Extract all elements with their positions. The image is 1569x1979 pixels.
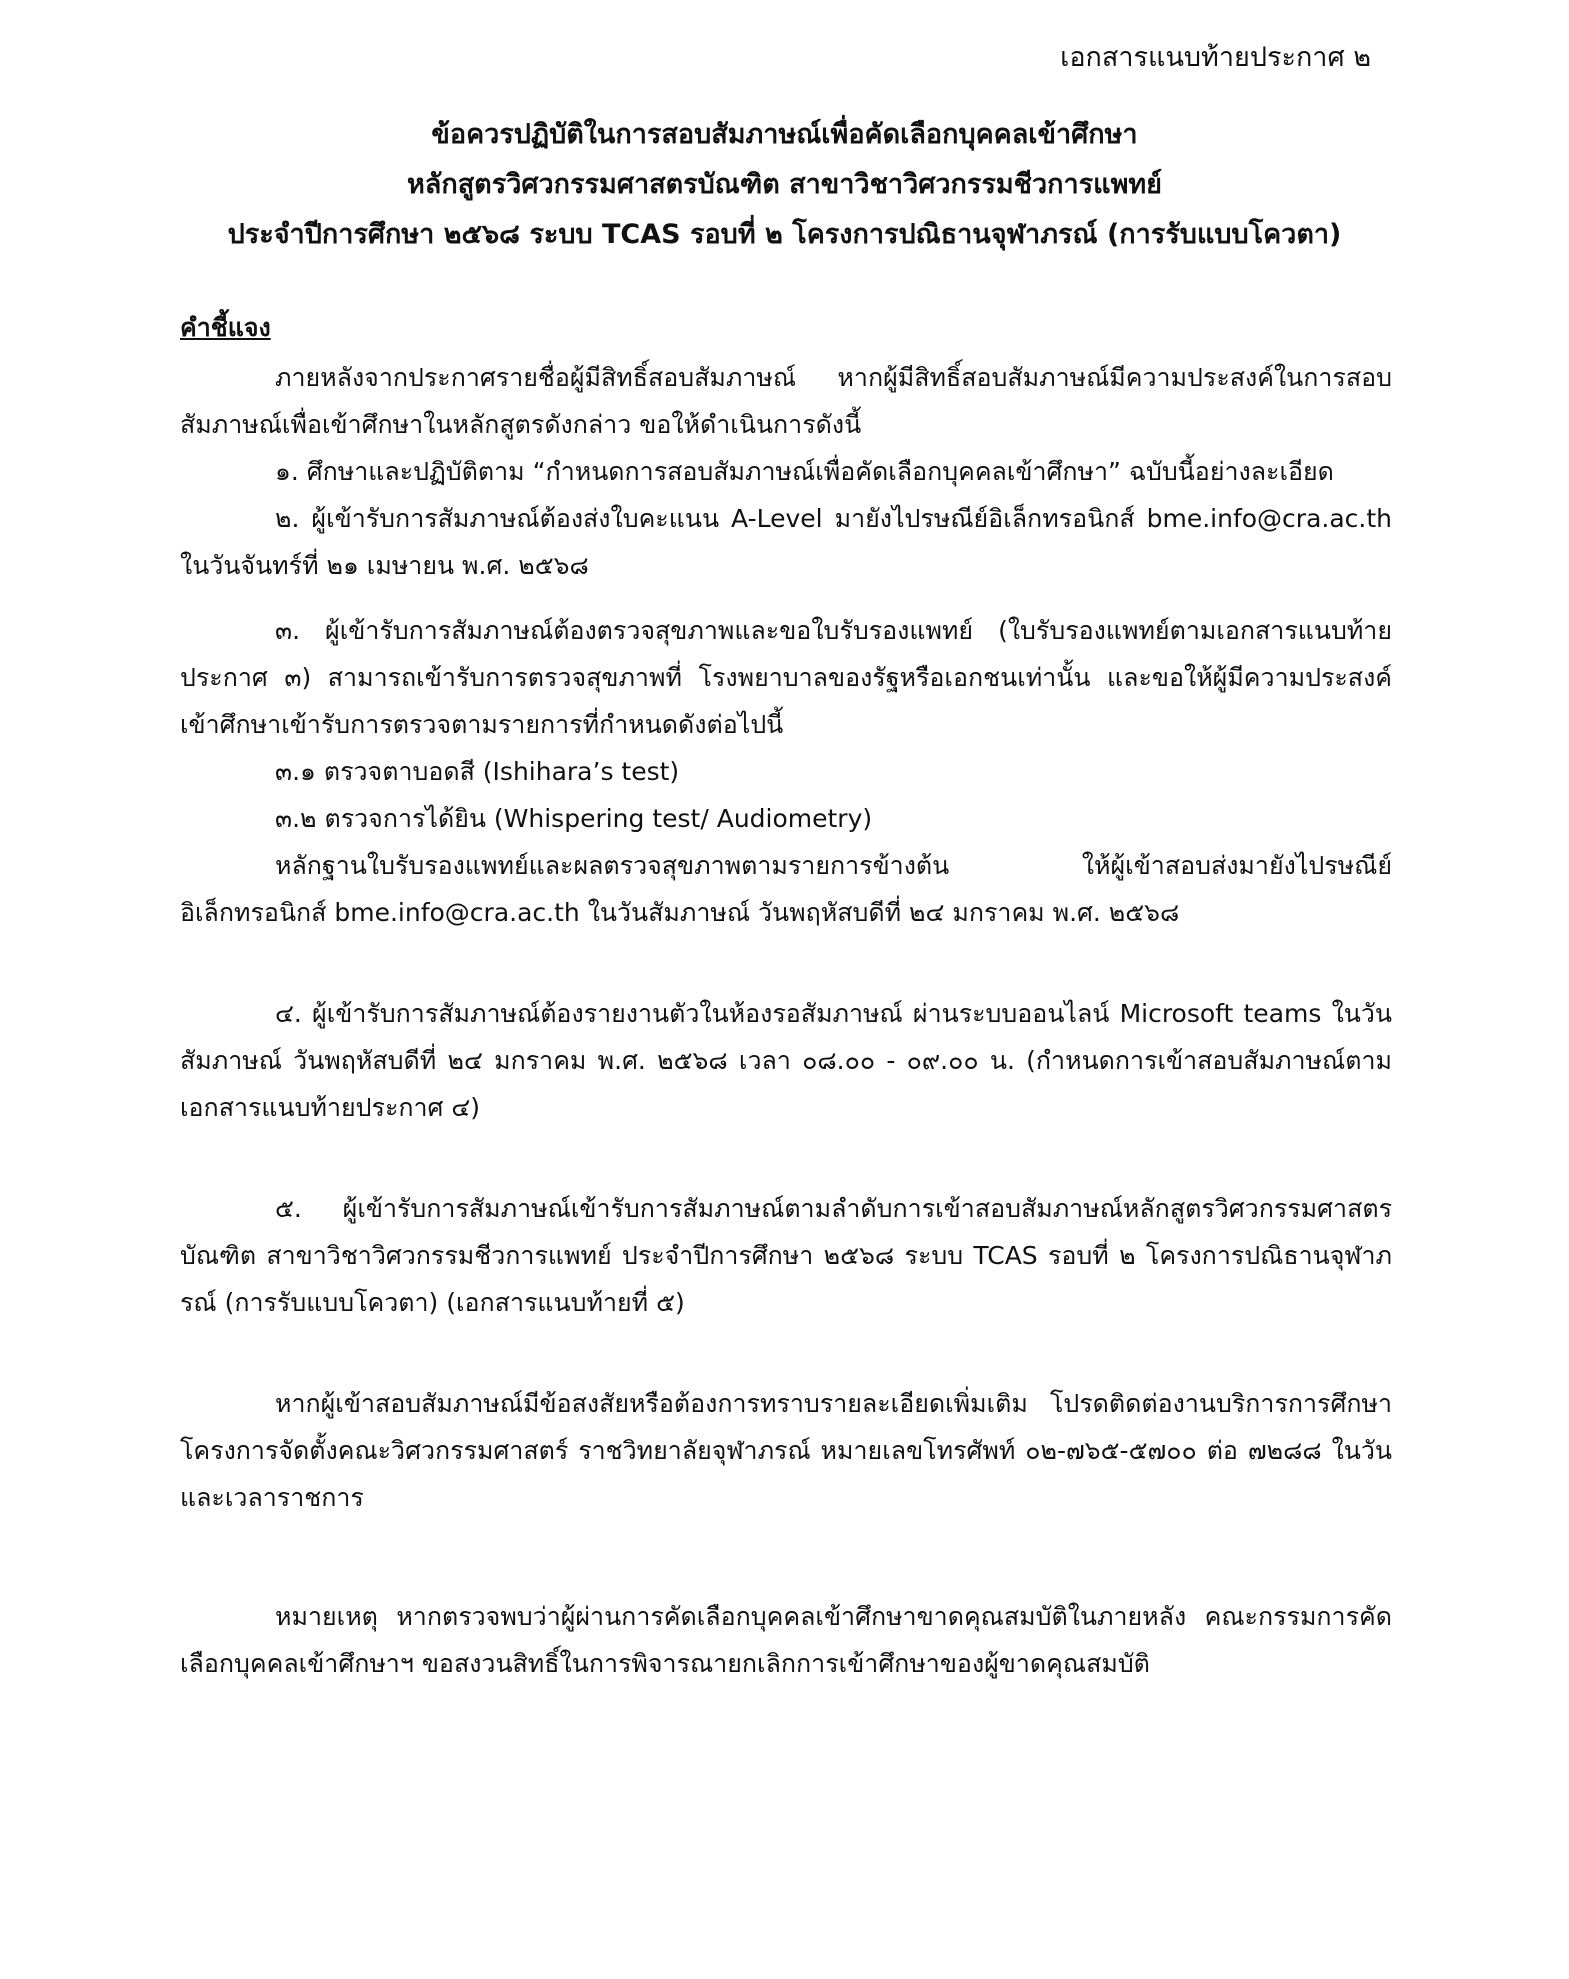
item-5: ๕. ผู้เข้ารับการสัมภาษณ์เข้ารับการสัมภาษณ์ตามลำดับการเข้าสอบสัมภาษณ์หลักสูตรวิศวกรรมศาสตรบัณฑิต สาขาวิชาวิศวกรรมชีวการแพทย์ ประจำปีการศึกษา ๒๕๖๘ ระบบ TCAS รอบที่ ๒ โครงการปณิธานจุฬาภรณ์ (การรับแบบโควตา) (เอกสารแนบท้ายที่ ๕) (180, 1194, 1392, 1317)
item-4: ๔. ผู้เข้ารับการสัมภาษณ์ต้องรายงานตัวในห้องรอสัมภาษณ์ ผ่านระบบออนไลน์ Microsoft teams ในวันสัมภาษณ์ วันพฤหัสบดีที่ ๒๔ มกราคม พ.ศ. ๒๕๖๘ เวลา ๐๘.๐๐ - ๐๙.๐๐ น. (กำหนดการเข้าสอบสัมภาษณ์ตามเอกสารแนบท้ายประกาศ ๔) (180, 999, 1392, 1122)
section-heading: คำชี้แจง (180, 313, 271, 342)
document-title (0, 110, 1569, 260)
document-body (180, 306, 1392, 1687)
contact-paragraph: หากผู้เข้าสอบสัมภาษณ์มีข้อสงสัยหรือต้องการทราบรายละเอียดเพิ่มเติม โปรดติดต่องานบริการการศึกษา โครงการจัดตั้งคณะวิศวกรรมศาสตร์ ราชวิทยาลัยจุฬาภรณ์ หมายเลขโทรศัพท์ ๐๒-๗๖๕-๕๗๐๐ ต่อ ๗๒๘๘ ในวันและเวลาราชการ (180, 1389, 1392, 1512)
item-2: ๒. ผู้เข้ารับการสัมภาษณ์ต้องส่งใบคะแนน A-Level มายังไปรษณีย์อิเล็กทรอนิกส์ bme.info@cra.ac.th ในวันจันทร์ที่ ๒๑ เมษายน พ.ศ. ๒๕๖๘ (180, 504, 1392, 580)
title-line-3: ประจำปีการศึกษา ๒๕๖๘ ระบบ TCAS รอบที่ ๒ โครงการปณิธานจุฬาภรณ์ (การรับแบบโควตา) (227, 219, 1342, 250)
title-line-1: ข้อควรปฏิบัติในการสอบสัมภาษณ์เพื่อคัดเลือกบุคคลเข้าศึกษา (431, 119, 1138, 150)
document-label: เอกสารแนบท้ายประกาศ ๒ (1060, 42, 1371, 73)
intro-paragraph: ภายหลังจากประกาศรายชื่อผู้มีสิทธิ์สอบสัมภาษณ์ หากผู้มีสิทธิ์สอบสัมภาษณ์มีความประสงค์ในการสอบสัมภาษณ์เพื่อเข้าศึกษาในหลักสูตรดังกล่าว ขอให้ดำเนินการดังนี้ (180, 363, 1392, 439)
item-3: ๓. ผู้เข้ารับการสัมภาษณ์ต้องตรวจสุขภาพและขอใบรับรองแพทย์ (ใบรับรองแพทย์ตามเอกสารแนบท้ายประกาศ ๓) สามารถเข้ารับการตรวจสุขภาพที่ โรงพยาบาลของรัฐหรือเอกชนเท่านั้น และขอให้ผู้มีความประสงค์เข้าศึกษาเข้ารับการตรวจตามรายการที่กำหนดดังต่อไปนี้ (180, 616, 1392, 739)
item-3-1: ๓.๑ ตรวจตาบอดสี (Ishihara’s test) (275, 757, 680, 786)
item-3-2: ๓.๒ ตรวจการได้ยิน (Whispering test/ Audiometry) (275, 804, 873, 833)
item-3-evidence: หลักฐานใบรับรองแพทย์และผลตรวจสุขภาพตามรายการข้างต้น ให้ผู้เข้าสอบส่งมายังไปรษณีย์อิเล็กทรอนิกส์ bme.info@cra.ac.th ในวันสัมภาษณ์ วันพฤหัสบดีที่ ๒๔ มกราคม พ.ศ. ๒๕๖๘ (180, 851, 1392, 927)
note-paragraph: หมายเหตุ หากตรวจพบว่าผู้ผ่านการคัดเลือกบุคคลเข้าศึกษาขาดคุณสมบัติในภายหลัง คณะกรรมการคัดเลือกบุคคลเข้าศึกษาฯ ขอสงวนสิทธิ์ในการพิจารณายกเลิกการเข้าศึกษาของผู้ขาดคุณสมบัติ (180, 1602, 1392, 1678)
title-line-2: หลักสูตรวิศวกรรมศาสตรบัณฑิต สาขาวิชาวิศวกรรมชีวการแพทย์ (407, 169, 1162, 200)
item-1: ๑. ศึกษาและปฏิบัติตาม “กำหนดการสอบสัมภาษณ์เพื่อคัดเลือกบุคคลเข้าศึกษา” ฉบับนี้อย่างละเอียด (275, 457, 1334, 486)
